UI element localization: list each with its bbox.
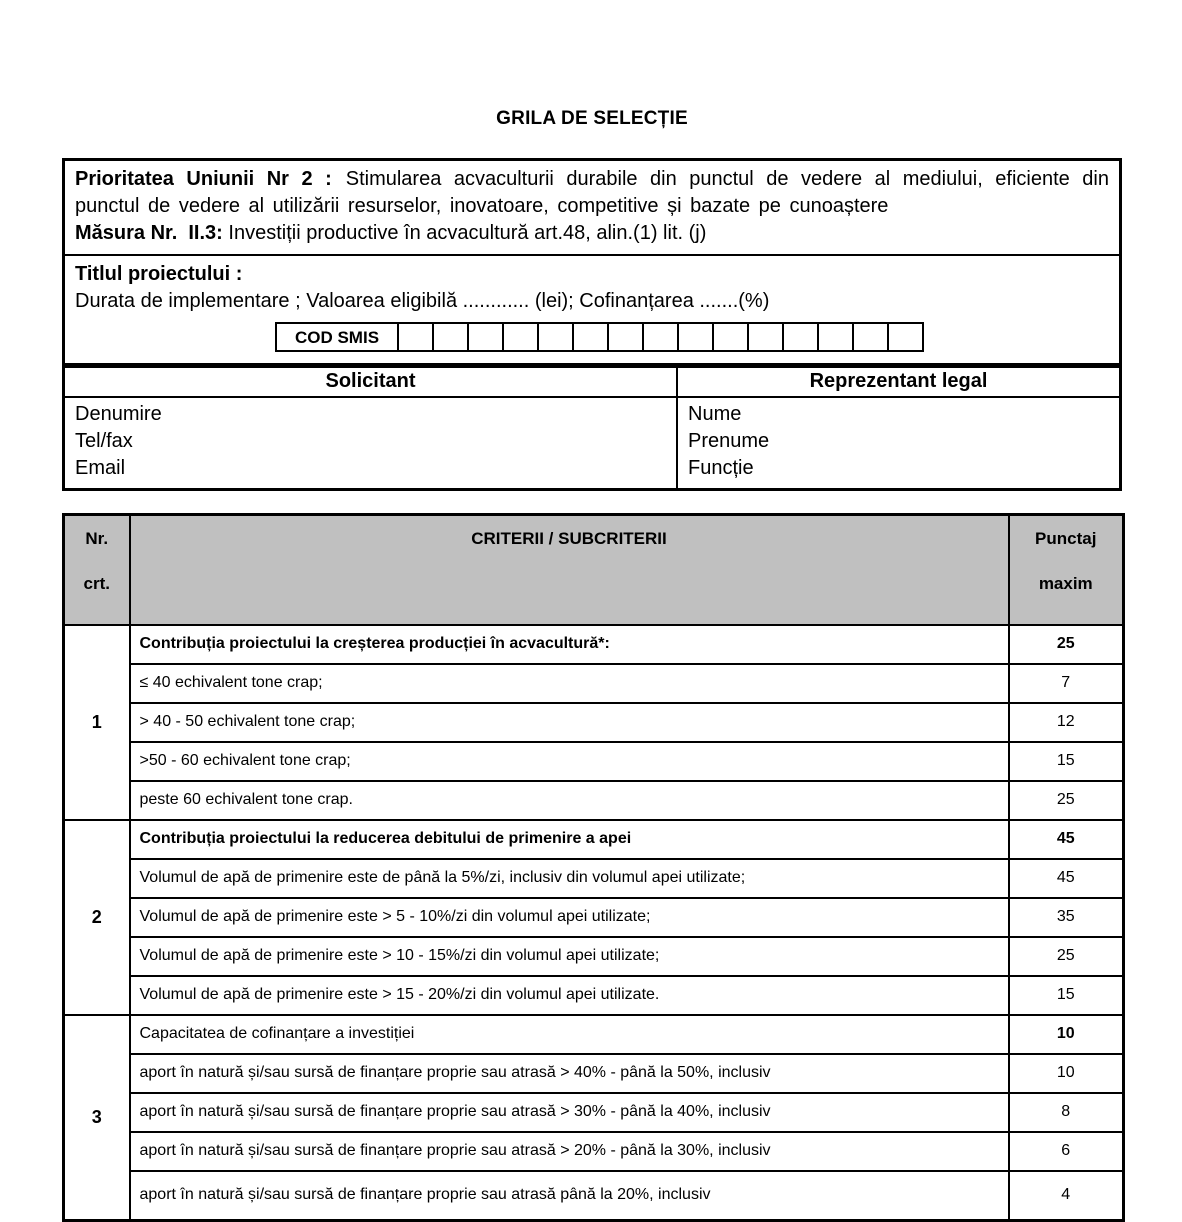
header-nr-line2: crt. xyxy=(83,574,110,593)
criteria-row xyxy=(64,664,1124,703)
header-points-line1: Punctaj xyxy=(1035,529,1097,548)
criterion-points: 12 xyxy=(1009,703,1124,742)
parties-table xyxy=(62,365,1122,491)
criteria-row xyxy=(64,1171,1124,1221)
criterion-points: 25 xyxy=(1009,625,1124,664)
representative-field-prenume: Prenume xyxy=(688,430,770,452)
project-details-line: Durata de implementare ; Valoarea eligibilă ............ (lei); Cofinanțarea .......(%) xyxy=(75,290,770,312)
priority-section xyxy=(65,161,1119,256)
priority-label: Prioritatea Uniunii Nr 2 : xyxy=(75,168,332,190)
criteria-header-row xyxy=(64,515,1124,625)
criterion-text: Contribuția proiectului la reducerea debitului de primenire a apei xyxy=(130,820,1009,859)
criterion-points: 35 xyxy=(1009,898,1124,937)
criteria-row xyxy=(64,1015,1124,1054)
criterion-text: Volumul de apă de primenire este de până la 5%/zi, inclusiv din volumul apei utilizate; xyxy=(130,859,1009,898)
cod-smis-cell xyxy=(714,324,749,350)
criterion-points: 4 xyxy=(1009,1171,1124,1221)
criterion-points: 45 xyxy=(1009,859,1124,898)
criterion-text: > 40 - 50 echivalent tone crap; xyxy=(130,703,1009,742)
priority-measure-box xyxy=(62,158,1122,366)
criterion-points: 10 xyxy=(1009,1015,1124,1054)
criterion-points: 45 xyxy=(1009,820,1124,859)
criterion-points: 25 xyxy=(1009,937,1124,976)
representative-fields xyxy=(678,398,1119,488)
criterion-points: 10 xyxy=(1009,1054,1124,1093)
cod-smis-cell xyxy=(504,324,539,350)
criterion-text: >50 - 60 echivalent tone crap; xyxy=(130,742,1009,781)
criteria-row xyxy=(64,625,1124,664)
cod-smis-box xyxy=(275,322,924,352)
criteria-header-cell xyxy=(130,515,1009,625)
criterion-points: 15 xyxy=(1009,742,1124,781)
cod-smis-cell xyxy=(399,324,434,350)
page-title: GRILA DE SELECȚIE xyxy=(496,108,688,129)
cod-smis-cell xyxy=(644,324,679,350)
criteria-row xyxy=(64,703,1124,742)
criterion-text: aport în natură și/sau sursă de finanțare proprie sau atrasă > 40% - până la 50%, inclusiv xyxy=(130,1054,1009,1093)
representative-field-functie: Funcție xyxy=(688,457,754,479)
header-nr-line1: Nr. xyxy=(85,529,109,548)
solicitant-header: Solicitant xyxy=(65,368,678,396)
priority-text: Stimularea acvaculturii durabile din punctul de vedere al mediului, eficiente din punctul de vedere al utilizării resurselor, inovatoare, competitive și bazate pe cunoaștere xyxy=(75,168,1109,217)
criterion-points: 7 xyxy=(1009,664,1124,703)
criteria-row xyxy=(64,742,1124,781)
cod-smis-cell xyxy=(469,324,504,350)
measure-text: Investiții productive în acvacultură art.48, alin.(1) lit. (j) xyxy=(228,222,707,244)
cod-smis-cell xyxy=(819,324,854,350)
criterion-text: ≤ 40 echivalent tone crap; xyxy=(130,664,1009,703)
cod-smis-cell xyxy=(749,324,784,350)
cod-smis-cell xyxy=(784,324,819,350)
criterion-text: Contribuția proiectului la creșterea producției în acvacultură*: xyxy=(130,625,1009,664)
cod-smis-cell xyxy=(854,324,889,350)
criteria-row xyxy=(64,1054,1124,1093)
parties-header-row xyxy=(65,368,1119,398)
criteria-row xyxy=(64,1093,1124,1132)
criteria-header-cell xyxy=(1009,515,1124,625)
criterion-text: Volumul de apă de primenire este > 15 - 20%/zi din volumul apei utilizate. xyxy=(130,976,1009,1015)
criterion-text: Volumul de apă de primenire este > 5 - 10%/zi din volumul apei utilizate; xyxy=(130,898,1009,937)
cod-smis-cell xyxy=(434,324,469,350)
representative-field-nume: Nume xyxy=(688,403,742,425)
criteria-row xyxy=(64,859,1124,898)
cod-smis-cell xyxy=(889,324,922,350)
measure-label: Măsura Nr. II.3: xyxy=(75,222,223,244)
document-page xyxy=(62,0,1122,1222)
criterion-text: aport în natură și/sau sursă de finanțare proprie sau atrasă până la 20%, inclusiv xyxy=(130,1171,1009,1221)
header-points-line2: maxim xyxy=(1038,574,1093,593)
criteria-header-cell xyxy=(64,515,130,625)
criterion-text: aport în natură și/sau sursă de finanțare proprie sau atrasă > 30% - până la 40%, inclusiv xyxy=(130,1093,1009,1132)
cod-smis-cell xyxy=(574,324,609,350)
section-number: 1 xyxy=(64,625,130,820)
project-section xyxy=(65,256,1119,363)
representative-header: Reprezentant legal xyxy=(809,370,988,392)
criteria-row xyxy=(64,976,1124,1015)
priority-paragraph xyxy=(75,166,1109,220)
criteria-row xyxy=(64,898,1124,937)
cod-smis-label: COD SMIS xyxy=(277,324,399,350)
parties-body-row xyxy=(65,398,1119,488)
criterion-text: Capacitatea de cofinanțare a investiției xyxy=(130,1015,1009,1054)
criteria-table xyxy=(62,513,1125,1222)
cod-smis-cell xyxy=(539,324,574,350)
section-number: 3 xyxy=(64,1015,130,1221)
solicitant-fields xyxy=(65,398,678,488)
criterion-text: aport în natură și/sau sursă de finanțare proprie sau atrasă > 20% - până la 30%, inclusiv xyxy=(130,1132,1009,1171)
criteria-row xyxy=(64,1132,1124,1171)
criterion-text: Volumul de apă de primenire este > 10 - 15%/zi din volumul apei utilizate; xyxy=(130,937,1009,976)
project-title-label: Titlul proiectului : xyxy=(75,263,243,285)
criteria-row xyxy=(64,781,1124,820)
measure-paragraph xyxy=(75,220,1109,247)
criterion-text: peste 60 echivalent tone crap. xyxy=(130,781,1009,820)
criterion-points: 25 xyxy=(1009,781,1124,820)
criteria-row xyxy=(64,937,1124,976)
section-number: 2 xyxy=(64,820,130,1015)
criterion-points: 8 xyxy=(1009,1093,1124,1132)
criterion-points: 15 xyxy=(1009,976,1124,1015)
solicitant-field-telfax: Tel/fax xyxy=(75,430,133,452)
solicitant-field-email: Email xyxy=(75,457,126,479)
cod-smis-cell xyxy=(609,324,644,350)
criterion-points: 6 xyxy=(1009,1132,1124,1171)
solicitant-field-denumire: Denumire xyxy=(75,403,162,425)
header-criteria-label: CRITERII / SUBCRITERII xyxy=(471,529,667,548)
criteria-row xyxy=(64,820,1124,859)
cod-smis-cell xyxy=(679,324,714,350)
